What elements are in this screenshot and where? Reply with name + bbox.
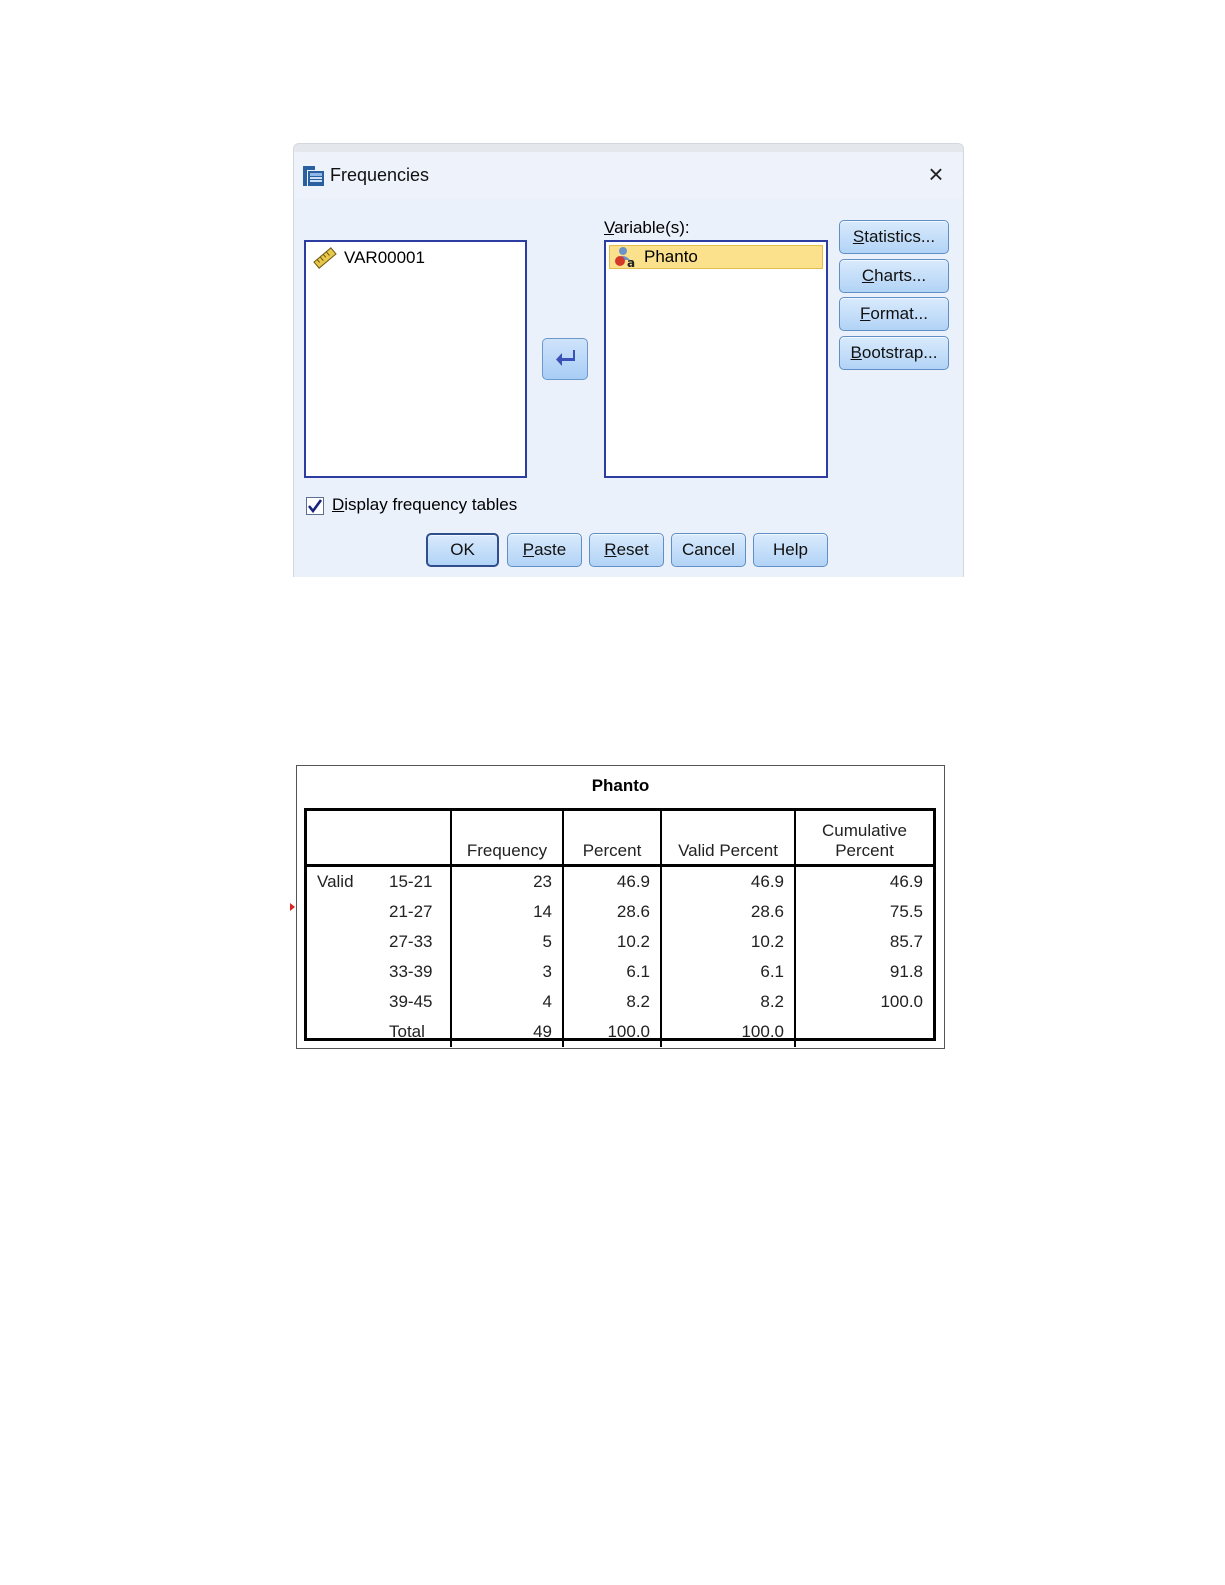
group-label-cell <box>307 927 379 957</box>
header-valid-percent: Valid Percent <box>661 811 795 866</box>
row-label-cell: 27-33 <box>389 932 433 951</box>
cancel-button[interactable]: Cancel <box>671 533 746 567</box>
valid-percent-cell: 6.1 <box>661 957 795 987</box>
frequencies-dialog <box>293 143 964 577</box>
close-button[interactable]: × <box>928 159 944 189</box>
dialog-title: Frequencies <box>330 165 430 185</box>
cumulative-percent-cell <box>795 1017 933 1047</box>
reset-button[interactable]: R eset <box>589 533 664 567</box>
source-variable-list[interactable] <box>304 240 527 478</box>
table-row <box>307 1017 933 1047</box>
group-label-cell <box>307 897 379 927</box>
frequency-cell: 4 <box>451 987 563 1017</box>
row-label-cell: 39-45 <box>389 992 433 1011</box>
valid-percent-cell: 10.2 <box>661 927 795 957</box>
ok-button[interactable]: OK <box>426 533 499 567</box>
table-row <box>307 897 933 927</box>
cumulative-percent-cell: 85.7 <box>795 927 933 957</box>
valid-percent-cell: 100.0 <box>661 1017 795 1047</box>
table-row <box>307 957 933 987</box>
variables-label: Variable(s): <box>604 218 690 237</box>
frequency-cell: 3 <box>451 957 563 987</box>
header-empty <box>379 811 451 866</box>
svg-text:a: a <box>627 256 636 268</box>
frequency-cell: 5 <box>451 927 563 957</box>
cumulative-percent-cell: 91.8 <box>795 957 933 987</box>
paste-button[interactable]: P aste <box>507 533 582 567</box>
table-frame <box>304 808 936 1041</box>
group-label-cell <box>307 1017 379 1047</box>
help-button[interactable]: Help <box>753 533 828 567</box>
group-label-cell <box>307 987 379 1017</box>
header-frequency: Frequency <box>451 811 563 866</box>
target-variable-name: Phanto <box>644 247 698 266</box>
table-header-row <box>307 811 933 866</box>
percent-cell: 100.0 <box>563 1017 661 1047</box>
ruler-scale-icon <box>312 247 338 269</box>
cumulative-percent-cell: 46.9 <box>795 866 933 898</box>
header-empty <box>307 811 379 866</box>
bootstrap-button[interactable]: B ootstrap... <box>839 336 949 370</box>
display-frequency-tables-checkbox[interactable] <box>306 497 324 515</box>
title-bar <box>294 144 963 198</box>
format-button[interactable]: F ormat... <box>839 297 949 331</box>
frequency-cell: 23 <box>451 866 563 898</box>
row-label-cell: 15-21 <box>389 872 433 891</box>
percent-cell: 46.9 <box>563 866 661 898</box>
group-label-cell: Valid <box>317 872 354 891</box>
percent-cell: 6.1 <box>563 957 661 987</box>
target-variable-list[interactable] <box>604 240 828 478</box>
percent-cell: 8.2 <box>563 987 661 1017</box>
source-variable-item[interactable] <box>312 246 425 270</box>
frequency-cell: 49 <box>451 1017 563 1047</box>
table-title: Phanto <box>591 776 650 795</box>
frequency-table <box>307 811 933 1047</box>
frequency-output-table <box>296 765 945 1049</box>
percent-cell: 28.6 <box>563 897 661 927</box>
move-variable-button[interactable] <box>542 338 588 380</box>
nominal-variable-icon <box>612 246 638 268</box>
cumulative-percent-cell: 75.5 <box>795 897 933 927</box>
display-frequency-tables-label[interactable]: Display frequency tables <box>332 495 518 514</box>
valid-percent-cell: 46.9 <box>661 866 795 898</box>
valid-percent-cell: 8.2 <box>661 987 795 1017</box>
row-label-cell: 21-27 <box>389 902 433 921</box>
row-label-cell: Total <box>389 1022 425 1041</box>
target-variable-item[interactable] <box>609 245 823 269</box>
table-row <box>307 987 933 1017</box>
frequency-cell: 14 <box>451 897 563 927</box>
table-row <box>307 866 933 898</box>
arrow-left-icon <box>554 347 576 372</box>
header-cumulative-percent: Cumulative Percent <box>795 811 933 866</box>
cumulative-percent-cell: 100.0 <box>795 987 933 1017</box>
percent-cell: 10.2 <box>563 927 661 957</box>
header-percent: Percent <box>563 811 661 866</box>
frequencies-table-icon <box>302 164 326 188</box>
charts-button[interactable]: C harts... <box>839 259 949 293</box>
group-label-cell <box>307 957 379 987</box>
valid-percent-cell: 28.6 <box>661 897 795 927</box>
table-row <box>307 927 933 957</box>
row-marker <box>290 903 295 911</box>
source-variable-name: VAR00001 <box>344 248 425 267</box>
row-label-cell: 33-39 <box>389 962 433 981</box>
checkmark-icon <box>307 501 323 518</box>
statistics-button[interactable]: S tatistics... <box>839 220 949 254</box>
